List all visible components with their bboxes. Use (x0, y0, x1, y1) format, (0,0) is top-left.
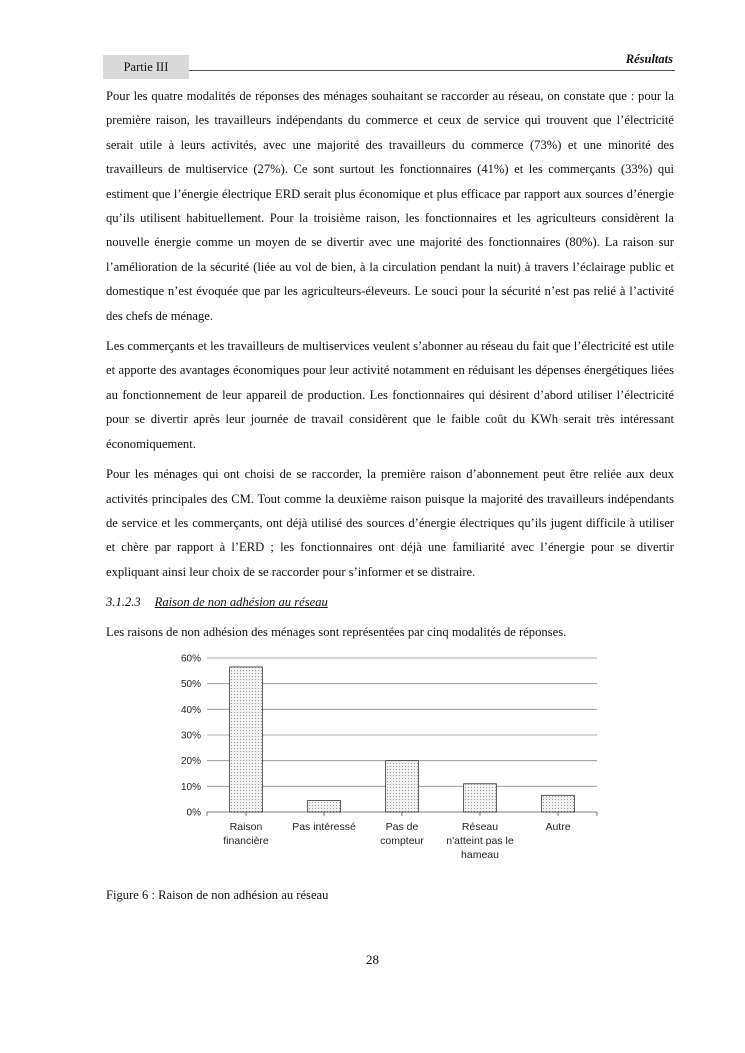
body-text (106, 84, 674, 651)
bar (308, 800, 341, 812)
x-tick-label: Réseau n'atteint pas le hameau (446, 821, 514, 861)
figure-caption: Figure 6 : Raison de non adhésion au réseau (106, 888, 329, 902)
section-number: 3.1.2.3 (106, 595, 141, 610)
x-tick-label: Pas intéressé (292, 821, 356, 833)
y-tick-label: 0% (186, 807, 201, 819)
bar (230, 667, 263, 812)
y-tick-label: 20% (180, 756, 201, 768)
y-tick-label: 10% (180, 781, 201, 793)
bar (464, 784, 497, 812)
paragraph: Les commerçants et les travailleurs de multiservices veulent s’abonner au réseau du fait que l’électricité est utile et apporte des avantages économiques pour leur activité notamment en réduisant les dépenses énergétiques liées au fonctionnement de leur appareil de production. Les fonctionnaires qui désirent d’abord utiliser l’électricité pour se divertir après leur journée de travail considèrent que le faible coût du KWh serait très intéressant économiquement. (106, 339, 674, 451)
section-tab: Partie III (103, 55, 189, 79)
section-title: Raison de non adhésion au réseau (154, 595, 328, 610)
bar (386, 761, 419, 812)
y-tick-label: 30% (180, 730, 201, 742)
x-tick-label: Raison financière (223, 821, 269, 847)
y-tick-label: 40% (180, 704, 201, 716)
bar (542, 795, 575, 812)
page-number: 28 (366, 952, 379, 967)
y-tick-label: 50% (180, 679, 201, 691)
section-heading (106, 590, 674, 614)
x-tick-label: Pas de compteur (380, 821, 424, 847)
y-tick-label: 60% (180, 653, 201, 665)
x-tick-label: Autre (545, 821, 571, 833)
section-intro: Les raisons de non adhésion des ménages sont représentées par cinq modalités de réponses. (106, 625, 567, 640)
header-rule (189, 70, 675, 71)
paragraph: Pour les ménages qui ont choisi de se raccorder, la première raison d’abonnement peut être reliée aux deux activités principales des CM. Tout comme la deuxième raison puisque la majorité des travailleurs indépendants de service et les commerçants, ont déjà utilisé des sources d’énergie électriques qu’ils jugent difficile à utiliser et chère par rapport à l’ERD ; les fonctionnaires ont déjà une familiarité avec l’énergie pour se divertir expliquant ainsi leur choix de se raccorder pour s’informer et se distraire. (106, 467, 674, 579)
bar-chart (155, 645, 605, 880)
paragraph: Pour les quatre modalités de réponses des ménages souhaitant se raccorder au réseau, on constate que : pour la première raison, les travailleurs indépendants du commerce et ceux de service qui trouvent que l’électricité serait utile à leurs activités, avec une majorité des travailleurs du commerce (73%) et une minorité des travailleurs de multiservice (27%). Ce sont surtout les fonctionnaires (41%) et les commerçants (33%) qui estiment que l’énergie électrique ERD serait plus économique et plus efficace par rapport aux sources d’énergie qu’ils utilisent habituellement. Pour la troisième raison, les fonctionnaires et les agriculteurs considèrent la nouvelle énergie comme un moyen de se divertir avec une majorité des fonctionnaires (80%). La raison sur l’amélioration de la sécurité (liée au vol de bien, à la circulation pendant la nuit) à travers l’éclairage public et domestique n’est évoquée que par les agriculteurs-éleveurs. Le souci pour la sécurité n’est pas relié à l’activité des chefs de ménage. (106, 89, 674, 323)
chapter-title: Résultats (625, 52, 673, 66)
